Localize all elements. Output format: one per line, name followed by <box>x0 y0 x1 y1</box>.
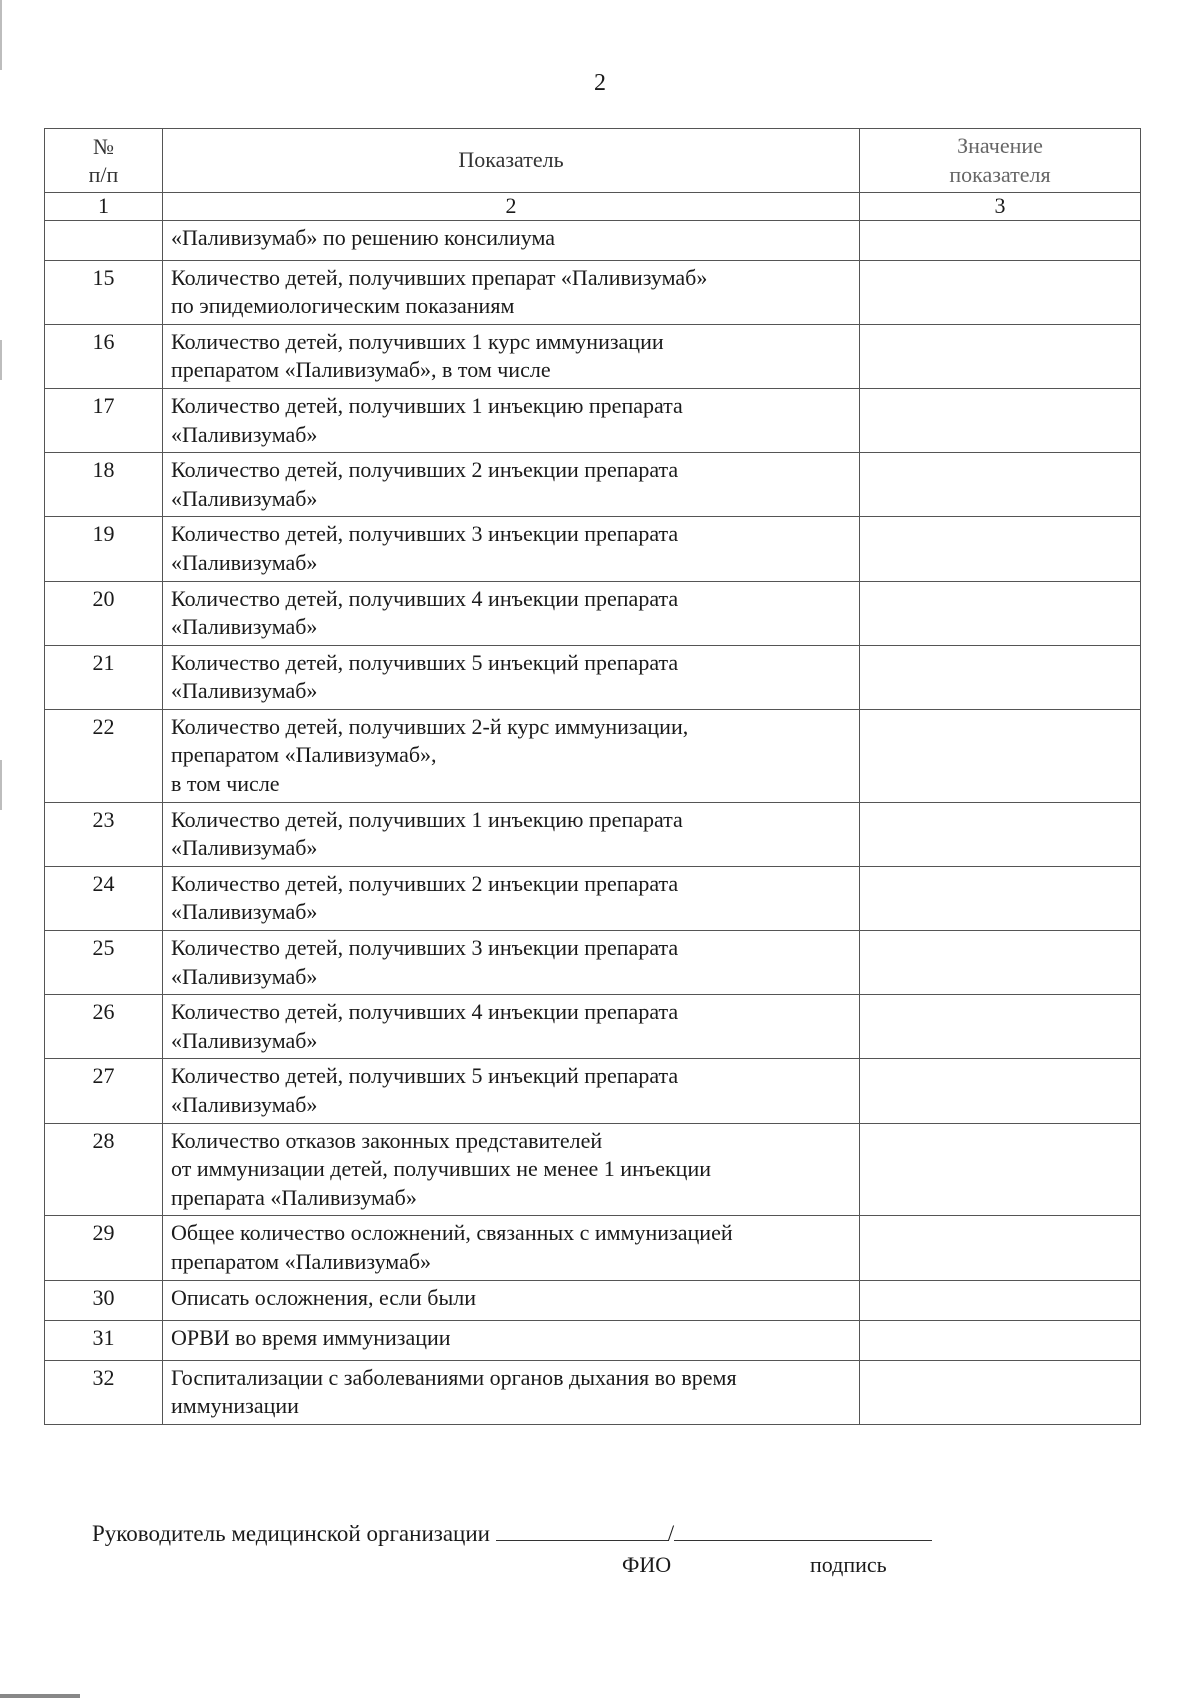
table-row <box>45 1360 1141 1424</box>
table-row <box>45 802 1141 866</box>
row-number: 22 <box>45 709 163 802</box>
table-row <box>45 931 1141 995</box>
row-indicator: Госпитализации с заболеваниями органов дыхания во время иммунизации <box>163 1360 860 1424</box>
row-value-cell[interactable] <box>860 1280 1141 1320</box>
signature-blank[interactable] <box>674 1518 932 1541</box>
row-indicator: «Паливизумаб» по решению консилиума <box>163 220 860 260</box>
scan-edge-mark <box>0 760 2 810</box>
row-value-cell[interactable] <box>860 1360 1141 1424</box>
fio-blank[interactable] <box>496 1518 668 1541</box>
row-value-cell[interactable] <box>860 645 1141 709</box>
table-row <box>45 1320 1141 1360</box>
row-indicator: Количество детей, получивших 1 курс иммунизации препаратом «Паливизумаб», в том числе <box>163 324 860 388</box>
row-value-cell[interactable] <box>860 1320 1141 1360</box>
row-number: 16 <box>45 324 163 388</box>
column-number: 1 <box>45 193 163 220</box>
row-value-cell[interactable] <box>860 453 1141 517</box>
fio-caption: ФИО <box>622 1552 672 1577</box>
row-indicator: Количество детей, получивших 2 инъекции препарата «Паливизумаб» <box>163 453 860 517</box>
row-number: 29 <box>45 1216 163 1280</box>
row-number: 21 <box>45 645 163 709</box>
row-indicator: Общее количество осложнений, связанных с иммунизацией препаратом «Паливизумаб» <box>163 1216 860 1280</box>
header-number: № п/п <box>45 129 163 193</box>
row-number: 25 <box>45 931 163 995</box>
table-row <box>45 453 1141 517</box>
row-indicator: Количество детей, получивших 5 инъекций препарата «Паливизумаб» <box>163 645 860 709</box>
row-number: 26 <box>45 995 163 1059</box>
header-indicator: Показатель <box>163 129 860 193</box>
row-number <box>45 220 163 260</box>
row-number: 20 <box>45 581 163 645</box>
row-value-cell[interactable] <box>860 709 1141 802</box>
row-number: 31 <box>45 1320 163 1360</box>
row-value-cell[interactable] <box>860 1123 1141 1216</box>
table-row <box>45 324 1141 388</box>
column-numbers-row <box>45 193 1141 220</box>
table-row <box>45 220 1141 260</box>
table-row <box>45 581 1141 645</box>
row-indicator: Количество детей, получивших 5 инъекций препарата «Паливизумаб» <box>163 1059 860 1123</box>
scan-edge-mark <box>0 340 2 380</box>
row-number: 19 <box>45 517 163 581</box>
row-number: 27 <box>45 1059 163 1123</box>
table-header-row <box>45 129 1141 193</box>
row-indicator: Количество детей, получивших 4 инъекции препарата «Паливизумаб» <box>163 995 860 1059</box>
row-indicator: Количество детей, получивших 2-й курс иммунизации, препаратом «Паливизумаб», в том числе <box>163 709 860 802</box>
row-value-cell[interactable] <box>860 388 1141 452</box>
row-value-cell[interactable] <box>860 1216 1141 1280</box>
row-value-cell[interactable] <box>860 517 1141 581</box>
row-number: 18 <box>45 453 163 517</box>
table-row <box>45 866 1141 930</box>
row-indicator: Количество детей, получивших 2 инъекции препарата «Паливизумаб» <box>163 866 860 930</box>
signature-line <box>92 1518 932 1547</box>
row-value-cell[interactable] <box>860 931 1141 995</box>
manager-label: Руководитель медицинской организации <box>92 1521 490 1546</box>
page-number: 2 <box>594 70 606 96</box>
table-row <box>45 517 1141 581</box>
row-value-cell[interactable] <box>860 866 1141 930</box>
row-indicator: Количество отказов законных представителей от иммунизации детей, получивших не менее 1 инъекции препарата «Паливизумаб» <box>163 1123 860 1216</box>
header-value: Значение показателя <box>860 129 1141 193</box>
row-value-cell[interactable] <box>860 324 1141 388</box>
table-row <box>45 1059 1141 1123</box>
table-row <box>45 995 1141 1059</box>
scan-edge-mark <box>0 0 2 70</box>
row-value-cell[interactable] <box>860 995 1141 1059</box>
row-number: 24 <box>45 866 163 930</box>
table-row <box>45 1216 1141 1280</box>
column-number: 3 <box>860 193 1141 220</box>
table-row <box>45 1123 1141 1216</box>
row-number: 17 <box>45 388 163 452</box>
row-number: 28 <box>45 1123 163 1216</box>
row-number: 15 <box>45 260 163 324</box>
table-row <box>45 260 1141 324</box>
table-row <box>45 709 1141 802</box>
row-indicator: Количество детей, получивших 3 инъекции препарата «Паливизумаб» <box>163 517 860 581</box>
separator: / <box>667 1521 675 1546</box>
row-number: 23 <box>45 802 163 866</box>
row-indicator: Количество детей, получивших 3 инъекции препарата «Паливизумаб» <box>163 931 860 995</box>
row-value-cell[interactable] <box>860 220 1141 260</box>
column-number: 2 <box>163 193 860 220</box>
table-row <box>45 388 1141 452</box>
table-row <box>45 645 1141 709</box>
row-indicator: Количество детей, получивших 4 инъекции препарата «Паливизумаб» <box>163 581 860 645</box>
row-value-cell[interactable] <box>860 1059 1141 1123</box>
scan-edge-mark <box>0 1694 80 1698</box>
row-indicator: Описать осложнения, если были <box>163 1280 860 1320</box>
row-number: 30 <box>45 1280 163 1320</box>
row-value-cell[interactable] <box>860 260 1141 324</box>
row-value-cell[interactable] <box>860 581 1141 645</box>
row-indicator: Количество детей, получивших 1 инъекцию препарата «Паливизумаб» <box>163 802 860 866</box>
row-indicator: Количество детей, получивших препарат «Паливизумаб» по эпидемиологическим показаниям <box>163 260 860 324</box>
row-indicator: Количество детей, получивших 1 инъекцию препарата «Паливизумаб» <box>163 388 860 452</box>
signature-caption: подпись <box>810 1552 887 1577</box>
indicators-table <box>44 128 1141 1425</box>
row-number: 32 <box>45 1360 163 1424</box>
table-row <box>45 1280 1141 1320</box>
row-value-cell[interactable] <box>860 802 1141 866</box>
row-indicator: ОРВИ во время иммунизации <box>163 1320 860 1360</box>
